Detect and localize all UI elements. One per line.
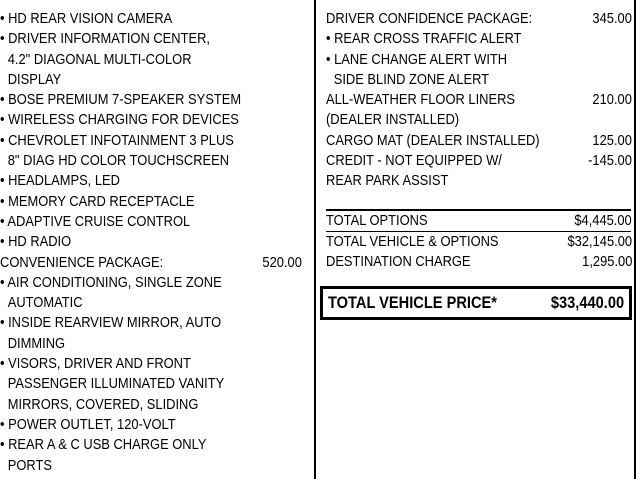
feature-line: • HD RADIO (0, 233, 72, 251)
total-vehicle-options-row (326, 232, 632, 252)
driver-confidence-label: DRIVER CONFIDENCE PACKAGE: (326, 10, 533, 27)
feature-line: • HEADLAMPS, LED (0, 172, 120, 190)
feature-line: • DRIVER INFORMATION CENTER, (0, 30, 210, 48)
driver-confidence-row (326, 9, 632, 29)
destination-charge-amount: 1,295.00 (581, 253, 632, 271)
feature-line: DISPLAY (7, 70, 62, 88)
credit-label-2: REAR PARK ASSIST (326, 172, 449, 190)
feature-line: • VISORS, DRIVER AND FRONT (0, 355, 191, 373)
convenience-package-label: CONVENIENCE PACKAGE: (0, 253, 164, 271)
driver-confidence-amount: 345.00 (592, 10, 632, 27)
right-column (326, 9, 632, 192)
cargo-mat-row (326, 131, 632, 151)
destination-charge-label: DESTINATION CHARGE (326, 253, 471, 271)
floor-liners-amount: 210.00 (592, 91, 632, 109)
floor-liners-label: ALL-WEATHER FLOOR LINERS (326, 91, 515, 109)
feature-line: • INSIDE REARVIEW MIRROR, AUTO (0, 314, 222, 332)
right-border (634, 0, 636, 479)
total-vehicle-price-label: TOTAL VEHICLE PRICE* (328, 293, 497, 312)
convenience-package-amount: 520.00 (262, 253, 302, 271)
feature-line: • AIR CONDITIONING, SINGLE ZONE (0, 273, 222, 291)
feature-line: 4.2" DIAGONAL MULTI-COLOR (7, 50, 192, 68)
left-column (0, 9, 308, 476)
total-vehicle-price-amount: $33,440.00 (550, 293, 624, 312)
destination-charge-row (326, 252, 632, 272)
feature-line: • HD REAR VISION CAMERA (0, 10, 173, 27)
feature-line: SIDE BLIND ZONE ALERT (333, 70, 490, 88)
feature-line: • CHEVROLET INFOTAINMENT 3 PLUS (0, 131, 234, 149)
floor-liners-label-2: (DEALER INSTALLED) (326, 111, 460, 129)
feature-line: • REAR A & C USB CHARGE ONLY (0, 436, 207, 454)
column-divider (314, 0, 316, 479)
total-vehicle-options-amount: $32,145.00 (567, 233, 632, 250)
feature-line: MIRRORS, COVERED, SLIDING (7, 395, 199, 413)
totals-section (326, 211, 632, 231)
feature-line: • MEMORY CARD RECEPTACLE (0, 192, 195, 210)
feature-line: PORTS (7, 456, 52, 474)
credit-label: CREDIT - NOT EQUIPPED W/ (326, 152, 502, 170)
total-options-label: TOTAL OPTIONS (326, 212, 428, 229)
total-vehicle-price-box (320, 286, 632, 320)
total-options-amount: $4,445.00 (574, 212, 632, 229)
feature-line: 8" DIAG HD COLOR TOUCHSCREEN (7, 152, 230, 170)
feature-line: • WIRELESS CHARGING FOR DEVICES (0, 111, 239, 129)
credit-row (326, 151, 632, 171)
floor-liners-row (326, 90, 632, 110)
feature-line: • REAR CROSS TRAFFIC ALERT (326, 30, 522, 48)
feature-line: • POWER OUTLET, 120-VOLT (0, 415, 176, 433)
feature-line: • BOSE PREMIUM 7-SPEAKER SYSTEM (0, 91, 242, 109)
total-options-row (326, 211, 632, 231)
feature-line: PASSENGER ILLUMINATED VANITY (7, 375, 225, 393)
feature-line: • ADAPTIVE CRUISE CONTROL (0, 212, 191, 230)
credit-amount: -145.00 (588, 152, 632, 170)
feature-line: DIMMING (7, 334, 66, 352)
feature-line: • LANE CHANGE ALERT WITH (326, 50, 508, 68)
cargo-mat-label: CARGO MAT (DEALER INSTALLED) (326, 131, 540, 149)
total-vehicle-options-label: TOTAL VEHICLE & OPTIONS (326, 233, 499, 250)
totals-section-2 (326, 232, 632, 273)
convenience-package-row (0, 253, 302, 273)
feature-line: AUTOMATIC (7, 294, 83, 312)
cargo-mat-amount: 125.00 (592, 131, 632, 149)
